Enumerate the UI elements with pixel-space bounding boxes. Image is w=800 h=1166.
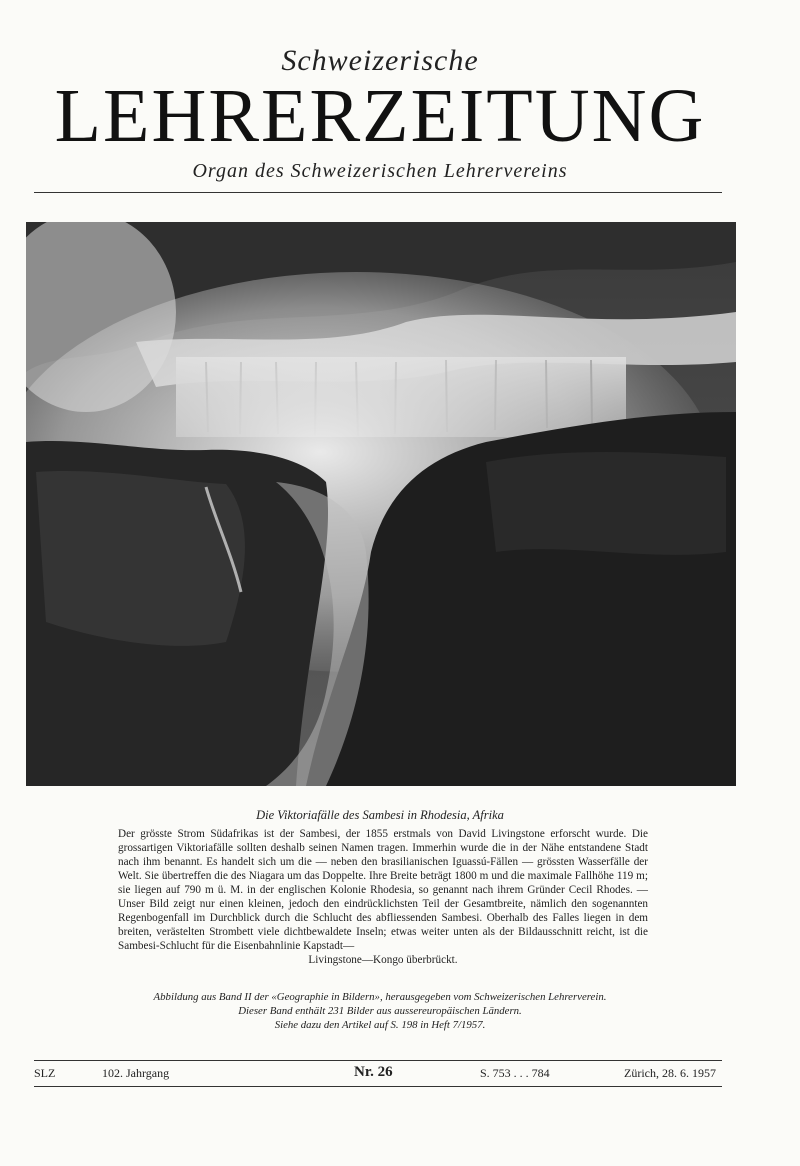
masthead-subtitle: Organ des Schweizerischen Lehrervereins (192, 160, 568, 182)
footer-jahrgang: 102. Jahrgang (102, 1066, 170, 1080)
credit-line-1: Abbildung aus Band II der «Geographie in Bildern», herausgegeben vom Schweizerischen Lehrerverein. (153, 991, 607, 1003)
masthead-title: LEHRERZEITUNG (54, 74, 706, 158)
caption-body (118, 827, 648, 967)
masthead-kicker: Schweizerische (281, 44, 479, 77)
issue-footer (34, 1066, 722, 1082)
caption-body-text: Der grösste Strom Südafrikas ist der Sambesi, der 1855 erstmals von David Livingstone erforscht wurde. Die grossartigen Viktoriafälle sollten deshalb seinen Namen tragen. Immerhin wurde die in der Nähe entstandene Stadt nach ihm benannt. Es handelt sich um die — neben den brasilianischen Iguassú-Fällen — grössten Wasserfälle der Welt. Sie übertreffen die des Niagara um das Doppelte. Ihre Breite beträgt 1800 m und die maximale Fallhöhe 119 m; sie liegen auf 790 m ü. M. in der englischen Kolonie Rhodesia, so genannt nach ihrem Gründer Cecil Rhodes. — Unser Bild zeigt nur einen kleinen, jedoch den eindrücklichsten Teil der Gesamtbreite, nämlich den sogenannten Regenbogenfall im Durchblick durch die Schlucht des abfliessenden Sambesi. Oberhalb des Falles liegen in dem breiten, verästelten Strombett viele dichtbewaldete Inseln; etwas weiter unten als der Bildausschnitt reicht, ist die Sambesi-Schlucht für die Eisenbahnlinie Kapstadt— (118, 828, 648, 952)
waterfall-photo (26, 222, 736, 786)
footer-rule-bottom (34, 1086, 722, 1087)
credit-line-2: Dieser Band enthält 231 Bilder aus aussereuropäischen Ländern. (238, 1005, 522, 1017)
footer-issue-number: Nr. 26 (354, 1064, 393, 1080)
footer-pages: S. 753 . . . 784 (480, 1066, 550, 1080)
image-credit (100, 990, 660, 1032)
caption-title: Die Viktoriafälle des Sambesi in Rhodesia, Afrika (256, 808, 504, 822)
masthead-rule (34, 192, 722, 193)
footer-place-date: Zürich, 28. 6. 1957 (624, 1066, 716, 1080)
credit-line-3: Siehe dazu den Artikel auf S. 198 in Heft 7/1957. (274, 1019, 486, 1031)
footer-slz: SLZ (34, 1066, 56, 1080)
caption-body-last-line: Livingstone—Kongo überbrückt. (308, 954, 458, 966)
footer-rule-top (34, 1060, 722, 1061)
